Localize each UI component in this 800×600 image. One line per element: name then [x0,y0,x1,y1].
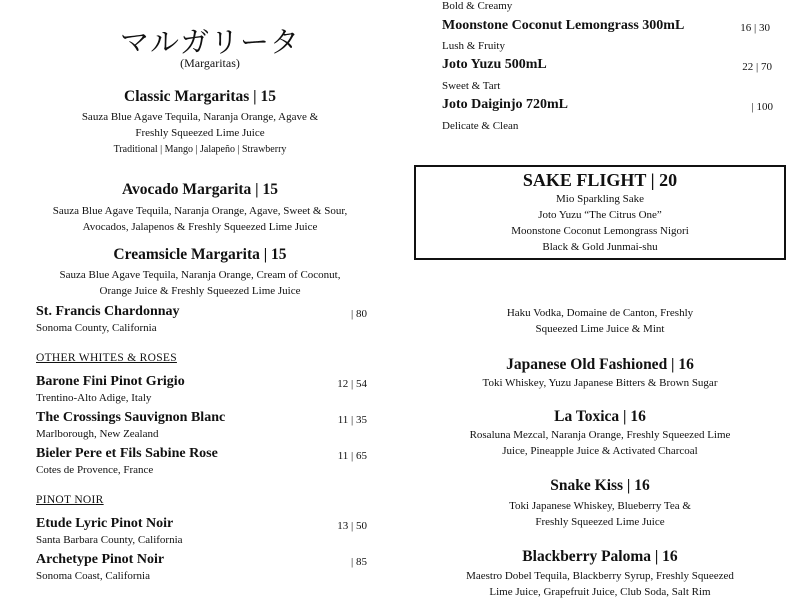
cocktail-name: La Toxica | 16 [554,408,646,425]
sake-flight-title: SAKE FLIGHT | 20 [522,170,678,190]
section-heading-pinot: PINOT NOIR [36,494,104,506]
cocktail-desc: Maestro Dobel Tequila, Blackberry Syrup, Freshly Squeezed [466,570,734,582]
wine-origin: Marlborough, New Zealand [36,428,159,440]
cocktail-desc: Freshly Squeezed Lime Juice [535,516,665,528]
sake-flight-item: Black & Gold Junmai-shu [542,241,658,253]
wine-name: St. Francis Chardonnay [36,304,180,319]
cocktail-desc: Juice, Pineapple Juice & Activated Charcoal [502,445,698,457]
sake-price: 22 | 70 [742,61,772,73]
wine-price: | 80 [351,308,367,320]
cocktail-desc: Toki Japanese Whiskey, Blueberry Tea & [509,500,691,512]
menu-item-desc: Sauza Blue Agave Tequila, Naranja Orange, Cream of Coconut, [59,269,341,281]
wine-price: 13 | 50 [337,520,367,532]
menu-item-name: Creamsicle Margarita | 15 [113,246,287,263]
wine-name: Bieler Pere et Fils Sabine Rose [36,446,218,461]
sake-note: Delicate & Clean [442,120,519,132]
section-heading-whites: OTHER WHITES & ROSES [36,352,177,364]
cocktail-name: Snake Kiss | 16 [550,477,650,494]
sake-note: Bold & Creamy [442,0,513,12]
menu-item-desc: Avocados, Jalapenos & Freshly Squeezed Lime Juice [82,221,318,233]
cocktail-desc: Lime Juice, Grapefruit Juice, Club Soda, Salt Rim [489,586,711,598]
wine-origin: Sonoma Coast, California [36,570,150,582]
sake-name: Joto Daiginjo 720mL [442,97,568,112]
cocktail-desc: Haku Vodka, Domaine de Canton, Freshly [506,307,694,319]
sake-flight-item: Mio Sparkling Sake [556,193,644,205]
sake-note: Sweet & Tart [442,80,501,92]
cocktail-desc: Rosaluna Mezcal, Naranja Orange, Freshly Squeezed Lime [469,429,731,441]
sake-flight-item: Joto Yuzu “The Citrus One” [538,209,662,221]
sake-name: Joto Yuzu 500mL [442,57,547,72]
wine-price: 11 | 65 [337,450,367,462]
wine-price: 12 | 54 [337,378,367,390]
margaritas-title-en: (Margaritas) [180,56,240,70]
wine-price: 11 | 35 [337,414,367,426]
wine-name: Etude Lyric Pinot Noir [36,516,174,531]
cocktail-name: Japanese Old Fashioned | 16 [506,356,694,373]
menu-item-options: Traditional | Mango | Jalapeño | Strawberry [113,144,287,155]
sake-flight-item: Moonstone Coconut Lemongrass Nigori [511,225,689,237]
wine-price: | 85 [351,556,367,568]
cocktail-desc: Squeezed Lime Juice & Mint [535,323,665,335]
wine-origin: Sonoma County, California [36,322,157,334]
menu-item-desc: Orange Juice & Freshly Squeezed Lime Juice [99,285,301,297]
sake-note: Lush & Fruity [442,40,505,52]
wine-origin: Santa Barbara County, California [36,534,183,546]
sake-price: | 100 [751,101,773,113]
menu-item-desc: Freshly Squeezed Lime Juice [135,127,265,139]
sake-name: Moonstone Coconut Lemongrass 300mL [442,18,685,33]
wine-origin: Trentino-Alto Adige, Italy [36,392,152,404]
sake-flight-box [414,165,786,260]
sake-price: 16 | 30 [740,22,770,34]
wine-name: Archetype Pinot Noir [36,552,165,567]
wine-name: Barone Fini Pinot Grigio [36,374,185,389]
cocktail-name: Blackberry Paloma | 16 [522,548,678,565]
margaritas-title-jp: マルガリータ [119,25,300,59]
wine-name: The Crossings Sauvignon Blanc [36,410,226,425]
cocktail-desc: Toki Whiskey, Yuzu Japanese Bitters & Brown Sugar [482,377,718,389]
wine-origin: Cotes de Provence, France [36,464,154,476]
menu-item-name: Classic Margaritas | 15 [124,88,276,105]
menu-item-desc: Sauza Blue Agave Tequila, Naranja Orange, Agave, Sweet & Sour, [52,205,348,217]
menu-item-desc: Sauza Blue Agave Tequila, Naranja Orange, Agave & [81,111,319,123]
menu-item-name: Avocado Margarita | 15 [122,181,278,198]
